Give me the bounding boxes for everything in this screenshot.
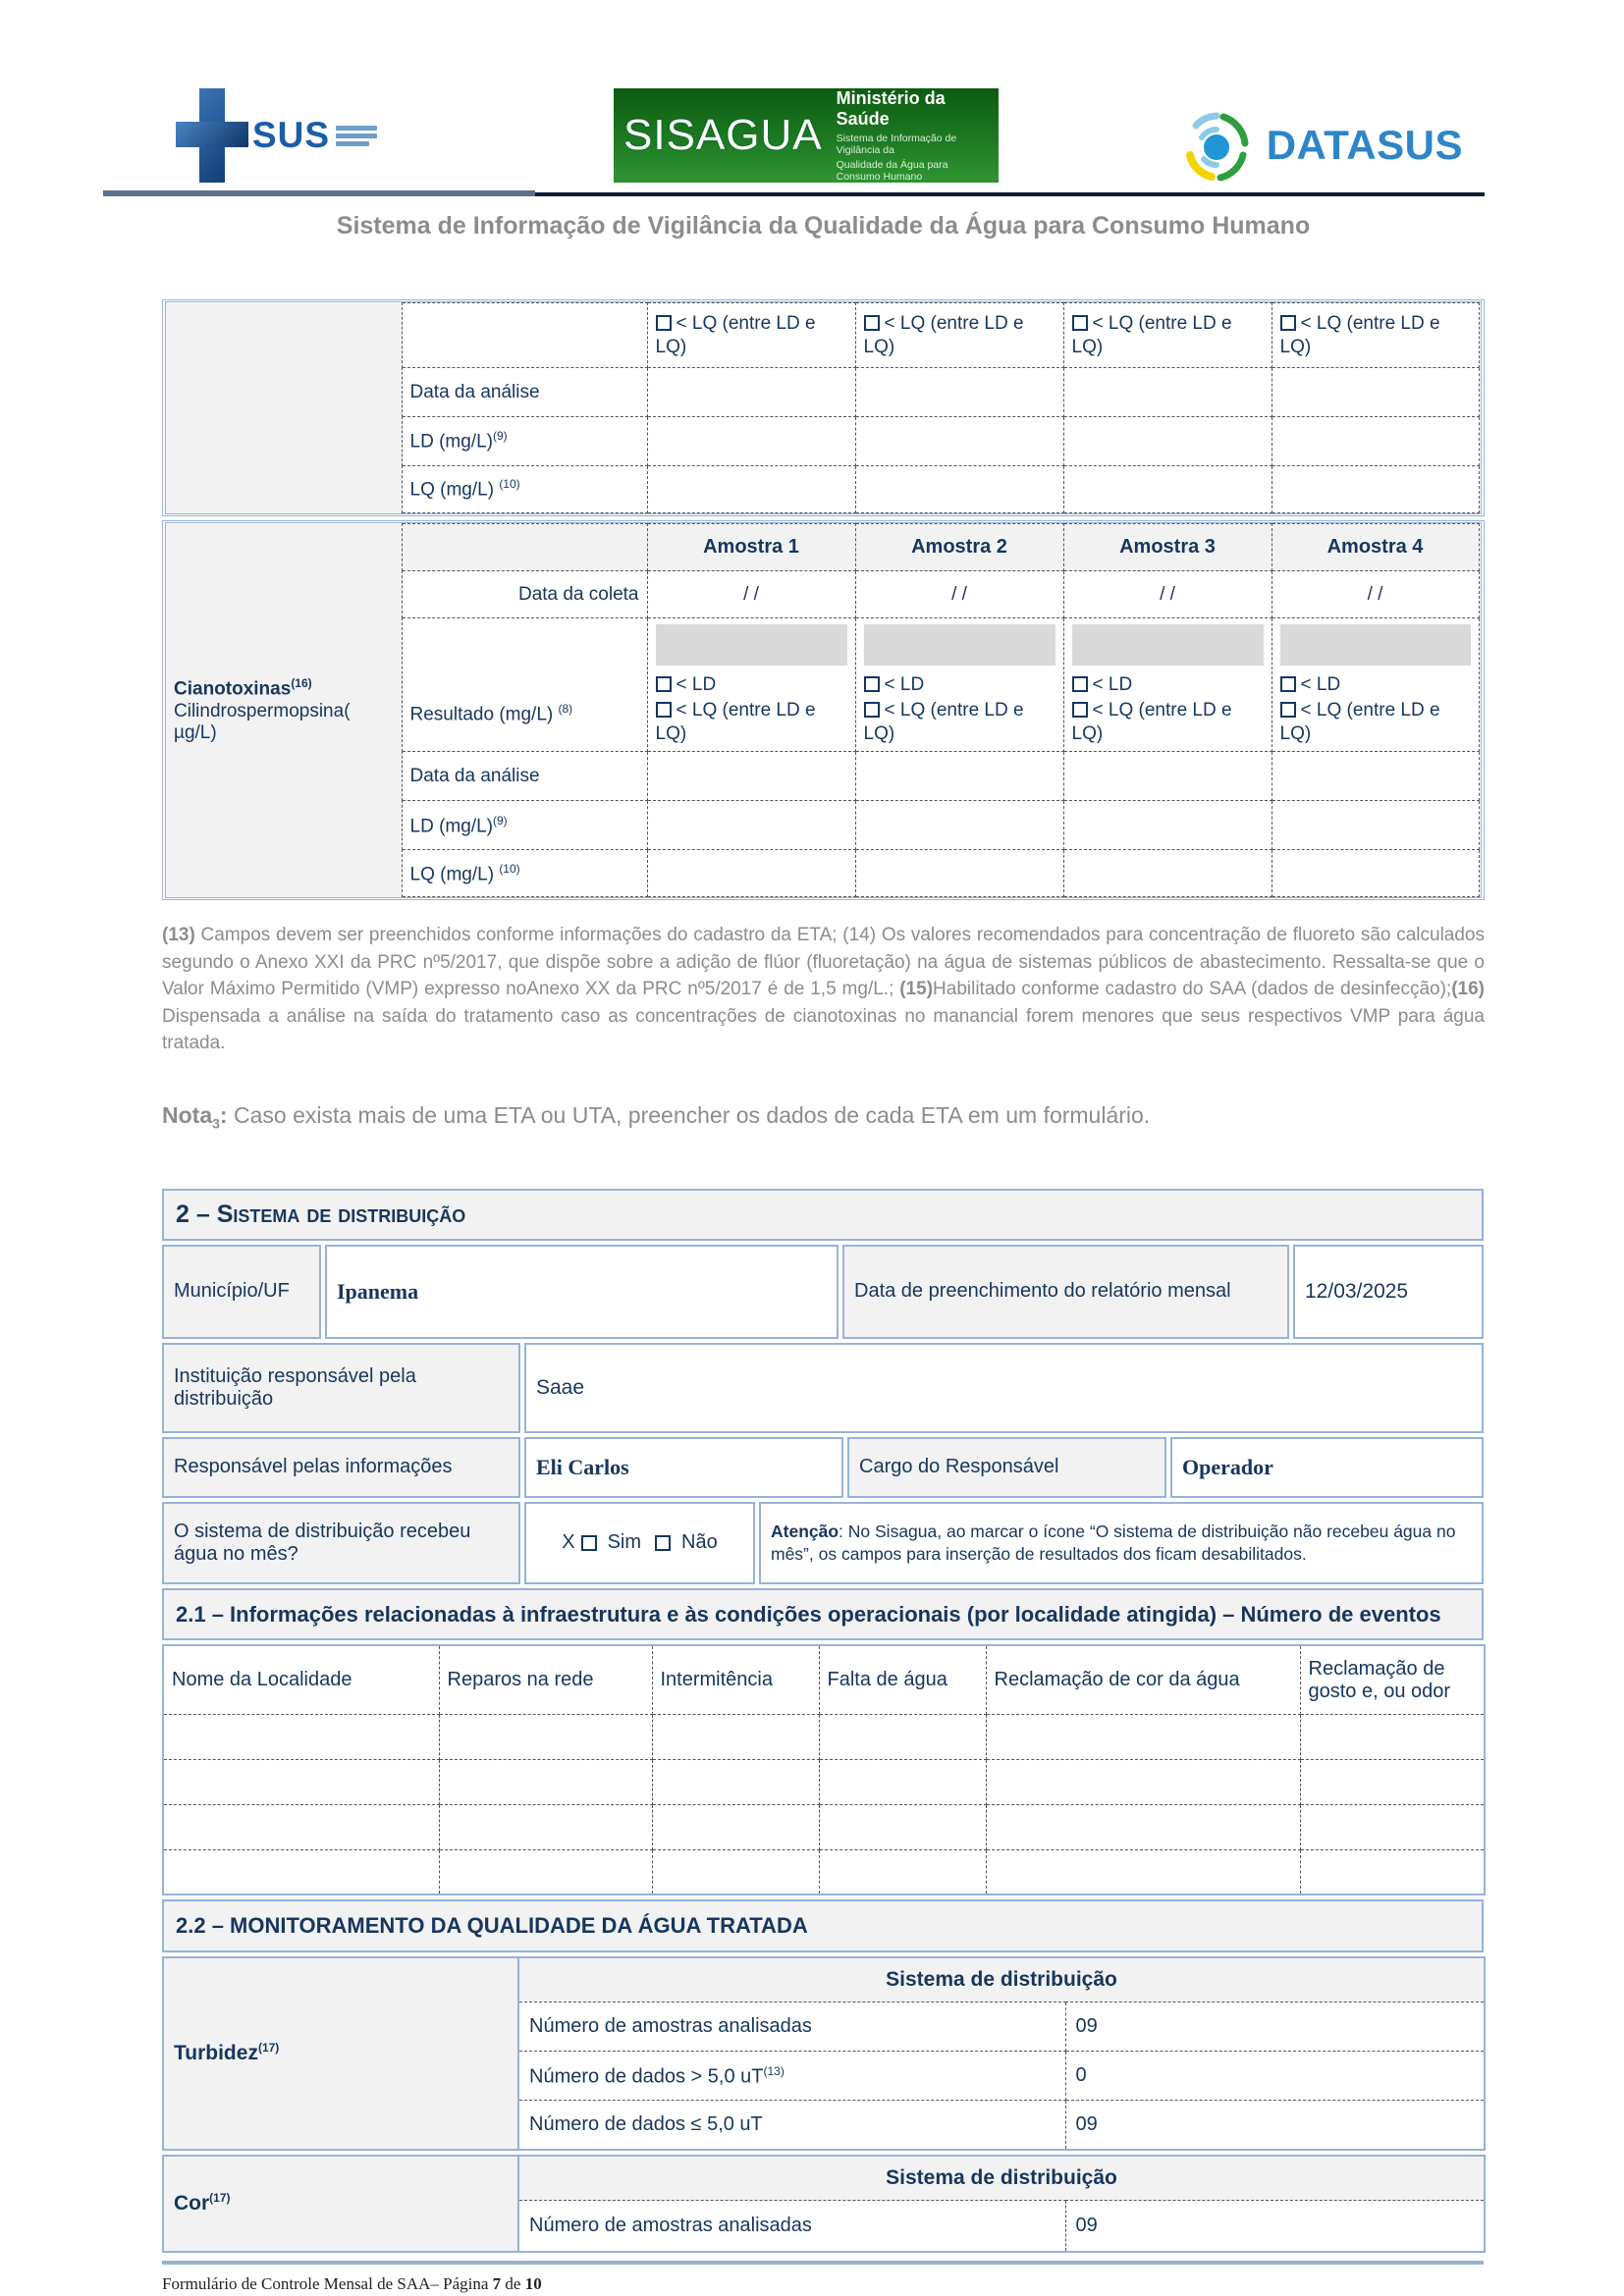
cargo-value[interactable]: Operador xyxy=(1170,1437,1484,1498)
checkbox-icon[interactable] xyxy=(656,315,672,331)
col-header-intermitencia: Intermitência xyxy=(652,1645,819,1714)
input-cell[interactable] xyxy=(819,1759,986,1804)
sistema-distribuicao-header: Sistema de distribuição xyxy=(518,2156,1485,2201)
input-cell[interactable] xyxy=(1272,752,1479,801)
row-label: Data da análise xyxy=(402,752,647,801)
checkbox-label: < LQ (entre LD e LQ) xyxy=(655,699,816,744)
municipio-row xyxy=(162,1245,1484,1339)
input-cell[interactable] xyxy=(855,368,1063,417)
table-row xyxy=(163,1849,1485,1895)
input-cell[interactable] xyxy=(1272,801,1479,850)
input-cell[interactable] xyxy=(819,1714,986,1759)
input-cell[interactable] xyxy=(647,466,855,513)
row-label: Número de amostras analisadas xyxy=(518,2201,1065,2252)
checkbox-label: < LQ (entre LD e LQ) xyxy=(1279,699,1440,744)
input-cell[interactable] xyxy=(855,752,1063,801)
input-cell[interactable] xyxy=(855,466,1063,513)
input-cell[interactable] xyxy=(1272,466,1479,513)
input-cell[interactable] xyxy=(1272,368,1479,417)
x-mark: X xyxy=(562,1531,575,1554)
section-21-title: 2.1 – Informações relacionadas à infraestrutura e às condições operacionais (por localidade atingida) – Número de eventos xyxy=(162,1588,1484,1641)
input-cell[interactable] xyxy=(163,1849,439,1895)
sus-logo xyxy=(162,88,457,183)
row-label-empty xyxy=(402,303,647,368)
input-cell[interactable] xyxy=(855,850,1063,897)
col-header-falta-agua: Falta de água xyxy=(819,1645,986,1714)
input-cell[interactable] xyxy=(819,1849,986,1895)
municipio-label: Município/UF xyxy=(162,1245,321,1339)
lt-lq-option[interactable] xyxy=(1280,699,1471,746)
row-label: Resultado (mg/L) $^{(8)}$ xyxy=(402,618,647,752)
input-cell[interactable] xyxy=(439,1804,652,1849)
sisagua-subtitle-2: Qualidade da Água para Consumo Humano xyxy=(836,158,948,183)
checkbox-icon[interactable] xyxy=(1280,676,1296,692)
lt-lq-option[interactable] xyxy=(656,312,847,359)
footnote-13: (13) xyxy=(162,925,195,946)
checkbox-label: < LQ (entre LD e LQ) xyxy=(1071,312,1232,357)
data-preenchimento-value[interactable]: 12/03/2025 xyxy=(1293,1245,1484,1339)
table-row xyxy=(163,1804,1485,1849)
row-value[interactable]: 0 xyxy=(1065,2052,1485,2101)
row-value[interactable]: 09 xyxy=(1065,2002,1485,2052)
col-header-reclamacao-gosto: Reclamação de gosto e, ou odor xyxy=(1300,1645,1485,1714)
footnote-16: (16) xyxy=(1451,979,1485,1000)
footnote-15: (15) xyxy=(899,979,934,1000)
nota3-line: Nota$_3$: Caso exista mais de uma ETA ou UTA, preencher os dados de cada ETA em um formulário. xyxy=(162,1101,1151,1132)
input-cell[interactable] xyxy=(163,1804,439,1849)
checkbox-label: < LQ (entre LD e LQ) xyxy=(655,312,816,357)
input-cell[interactable] xyxy=(1063,466,1272,513)
checkbox-icon[interactable] xyxy=(1280,702,1296,718)
param-cell-empty xyxy=(166,303,402,513)
checkbox-icon[interactable] xyxy=(656,702,672,718)
input-cell[interactable] xyxy=(986,1804,1300,1849)
sus-cross-horizontal xyxy=(176,122,248,147)
result-input-box[interactable] xyxy=(864,624,1056,666)
row-label: Número de dados > 5,0 $uT^{(13)}$ xyxy=(518,2052,1065,2101)
sus-cross-icon xyxy=(176,88,248,183)
row-label: Data da análise xyxy=(402,368,647,417)
checkbox-icon[interactable] xyxy=(864,702,880,718)
checkbox-label: < LD xyxy=(884,674,925,695)
checkbox-label: < LQ (entre LD e LQ) xyxy=(863,312,1024,357)
input-cell[interactable] xyxy=(1063,801,1272,850)
section-2 xyxy=(162,1189,1484,2294)
input-cell[interactable] xyxy=(1063,368,1272,417)
responsavel-value[interactable]: Eli Carlos xyxy=(524,1437,843,1498)
lt-lq-option[interactable] xyxy=(864,699,1056,746)
col-header-localidade: Nome da Localidade xyxy=(163,1645,439,1714)
input-cell[interactable] xyxy=(647,850,855,897)
amostra-header: Amostra 2 xyxy=(855,524,1063,571)
result-cell xyxy=(647,303,855,368)
lt-lq-option[interactable] xyxy=(1072,699,1264,746)
turbidez-table xyxy=(162,1956,1486,2151)
lt-lq-option[interactable] xyxy=(864,312,1056,359)
checkbox-icon[interactable] xyxy=(864,315,880,331)
section-22-title: 2.2 – MONITORAMENTO DA QUALIDADE DA ÁGUA TRATADA xyxy=(162,1899,1484,1952)
result-cell xyxy=(1272,618,1479,752)
footnote-paragraph: (13) Campos devem ser preenchidos conforme informações do cadastro da ETA; (14) Os valores recomendados para concentração de fluoreto são calculados segundo o Anexo XXI da PRC nº5/2017, que dispõe sobre a adição de flúor (fluoretação) na água de sistemas públicos de abastecimento. Ressalta-se que o Valor Máximo Permitido (VMP) expresso noAnexo XX da PRC nº5/2017 é de 1,5 mg/L.; (15)Habilitado conforme cadastro do SAA (dados de desinfecção);(16) Dispensada a análise na saída do tratamento caso as concentrações de cianotoxinas no manancial forem menores que seus respectivos VMP para água tratada. xyxy=(162,925,1485,1054)
input-cell[interactable] xyxy=(819,1804,986,1849)
page-number: 7 xyxy=(492,2273,502,2293)
nao-checkbox-icon[interactable] xyxy=(655,1535,671,1551)
input-cell[interactable] xyxy=(855,417,1063,466)
row-label: Número de amostras analisadas xyxy=(518,2002,1065,2052)
sistema-distribuicao-header: Sistema de distribuição xyxy=(518,1957,1485,2002)
input-cell[interactable] xyxy=(1063,417,1272,466)
input-cell[interactable] xyxy=(163,1759,439,1804)
sim-nao-cell xyxy=(524,1502,755,1584)
table-row xyxy=(163,1714,1485,1759)
ministerio-label: Ministério da Saúde xyxy=(836,88,946,129)
sisagua-banner xyxy=(614,88,999,183)
atencao-note: Atenção: No Sisagua, ao marcar o ícone “O sistema de distribuição não recebeu água no mês”, os campos para inserção de resultados dos ficam desabilitados. xyxy=(759,1502,1484,1584)
input-cell[interactable] xyxy=(986,1759,1300,1804)
result-cell xyxy=(647,618,855,752)
lt-lq-option[interactable] xyxy=(656,699,847,746)
input-cell[interactable] xyxy=(1272,850,1479,897)
result-input-box[interactable] xyxy=(1280,624,1471,666)
input-cell[interactable] xyxy=(652,1849,819,1895)
input-cell[interactable] xyxy=(652,1759,819,1804)
data-preenchimento-label: Data de preenchimento do relatório mensal xyxy=(842,1245,1289,1339)
footer-divider xyxy=(162,2261,1484,2265)
sisagua-subtitle-1: Sistema de Informação de Vigilância da xyxy=(836,132,957,156)
amostra-header: Amostra 4 xyxy=(1272,524,1479,571)
cargo-label: Cargo do Responsável xyxy=(847,1437,1166,1498)
row-value[interactable]: 09 xyxy=(1065,2101,1485,2150)
lt-lq-option[interactable] xyxy=(1072,312,1264,359)
sus-wordmark: SUS xyxy=(252,115,331,155)
lt-ld-option[interactable] xyxy=(1072,673,1264,697)
date-field[interactable]: / / xyxy=(1272,571,1479,618)
responsavel-row xyxy=(162,1437,1484,1498)
sim-label: Sim xyxy=(607,1531,642,1554)
date-field[interactable]: / / xyxy=(855,571,1063,618)
row-label: LQ (mg/L) $^{(10)}$ xyxy=(402,466,647,513)
input-cell[interactable] xyxy=(1272,417,1479,466)
input-cell[interactable] xyxy=(647,752,855,801)
checkbox-label: < LQ (entre LD e LQ) xyxy=(1071,699,1232,744)
checkbox-label: < LQ (entre LD e LQ) xyxy=(863,699,1024,744)
page-title: Sistema de Informação de Vigilância da Qualidade da Água para Consumo Humano xyxy=(336,212,1311,240)
lt-ld-option[interactable] xyxy=(656,673,847,697)
sisagua-banner-text xyxy=(837,88,989,183)
checkbox-label: < LD xyxy=(676,674,717,695)
result-cell xyxy=(855,618,1063,752)
checkbox-label: < LD xyxy=(1300,674,1341,695)
input-cell[interactable] xyxy=(439,1714,652,1759)
result-cell xyxy=(1063,303,1272,368)
amostra-header: Amostra 3 xyxy=(1063,524,1272,571)
checkbox-icon[interactable] xyxy=(1072,315,1088,331)
col-header-reclamacao-cor: Reclamação de cor da água xyxy=(986,1645,1300,1714)
datasus-swirl-icon xyxy=(1174,98,1259,192)
input-cell[interactable] xyxy=(855,801,1063,850)
checkbox-icon[interactable] xyxy=(1072,702,1088,718)
result-input-box[interactable] xyxy=(1072,624,1264,666)
input-cell[interactable] xyxy=(1300,1849,1485,1895)
input-cell[interactable] xyxy=(1063,850,1272,897)
instituicao-value[interactable]: Saae xyxy=(524,1343,1484,1433)
row-label: Número de dados ≤ 5,0 uT xyxy=(518,2101,1065,2150)
checkbox-icon[interactable] xyxy=(656,676,672,692)
row-label: Data da coleta xyxy=(402,571,647,618)
input-cell[interactable] xyxy=(1300,1714,1485,1759)
total-pages: 10 xyxy=(524,2273,542,2293)
fluoreto-continuation-table xyxy=(162,299,1485,516)
row-label-empty xyxy=(402,524,647,571)
page-header xyxy=(162,84,1485,187)
instituicao-label: Instituição responsável pela distribuição xyxy=(162,1343,520,1433)
input-cell[interactable] xyxy=(647,801,855,850)
sus-small-text xyxy=(336,126,377,146)
date-field[interactable]: / / xyxy=(647,571,855,618)
input-cell[interactable] xyxy=(986,1849,1300,1895)
nao-label: Não xyxy=(681,1531,718,1554)
param-cell-cianotoxinas: Cianotoxinas$^{(16)}$ Cilindrospermopsina( µg/L) xyxy=(166,524,402,897)
datasus-wordmark: DATASUS xyxy=(1266,122,1463,168)
sim-checkbox-icon[interactable] xyxy=(581,1535,597,1551)
lt-ld-option[interactable] xyxy=(864,673,1056,697)
section-2-title: 2 – Sistema de distribuição xyxy=(162,1189,1484,1241)
checkbox-label: < LD xyxy=(1092,674,1133,695)
municipio-value[interactable]: Ipanema xyxy=(325,1245,839,1339)
datasus-logo xyxy=(1174,98,1463,192)
row-label: LQ (mg/L) $^{(10)}$ xyxy=(402,850,647,897)
input-cell[interactable] xyxy=(647,417,855,466)
recebeu-agua-row xyxy=(162,1502,1484,1584)
input-cell[interactable] xyxy=(439,1759,652,1804)
cor-param: Cor$^{(17)}$ xyxy=(163,2156,518,2252)
input-cell[interactable] xyxy=(1300,1804,1485,1849)
result-cell xyxy=(855,303,1063,368)
page-footer: Formulário de Controle Mensal de SAA– Página 7 de 10 xyxy=(162,2273,542,2293)
result-cell xyxy=(1063,618,1272,752)
input-cell[interactable] xyxy=(652,1714,819,1759)
cor-table xyxy=(162,2155,1486,2253)
checkbox-icon[interactable] xyxy=(1280,315,1296,331)
input-cell[interactable] xyxy=(439,1849,652,1895)
lt-ld-option[interactable] xyxy=(1280,673,1471,697)
input-cell[interactable] xyxy=(1063,752,1272,801)
row-value[interactable]: 09 xyxy=(1065,2201,1485,2252)
turbidez-param: Turbidez$^{(17)}$ xyxy=(163,1957,518,2150)
row-label: LD $(mg/L)^{(9)}$ xyxy=(402,417,647,466)
result-input-box[interactable] xyxy=(656,624,847,666)
sisagua-wordmark: SISAGUA xyxy=(623,111,823,159)
lt-lq-option[interactable] xyxy=(1280,312,1471,359)
input-cell[interactable] xyxy=(163,1714,439,1759)
cianotoxinas-table xyxy=(162,520,1485,900)
input-cell[interactable] xyxy=(647,368,855,417)
table-row xyxy=(163,1759,1485,1804)
checkbox-icon[interactable] xyxy=(1072,676,1088,692)
result-cell xyxy=(1272,303,1479,368)
recebeu-agua-label: O sistema de distribuição recebeu água no mês? xyxy=(162,1502,520,1584)
input-cell[interactable] xyxy=(652,1804,819,1849)
input-cell[interactable] xyxy=(986,1714,1300,1759)
responsavel-label: Responsável pelas informações xyxy=(162,1437,520,1498)
row-label: LD $(mg/L)^{(9)}$ xyxy=(402,801,647,850)
section-21-table xyxy=(162,1644,1486,1896)
col-header-reparos: Reparos na rede xyxy=(439,1645,652,1714)
checkbox-icon[interactable] xyxy=(864,676,880,692)
checkbox-label: < LQ (entre LD e LQ) xyxy=(1279,312,1440,357)
date-field[interactable]: / / xyxy=(1063,571,1272,618)
instituicao-row xyxy=(162,1343,1484,1433)
amostra-header: Amostra 1 xyxy=(647,524,855,571)
input-cell[interactable] xyxy=(1300,1759,1485,1804)
header-divider xyxy=(162,192,1485,196)
